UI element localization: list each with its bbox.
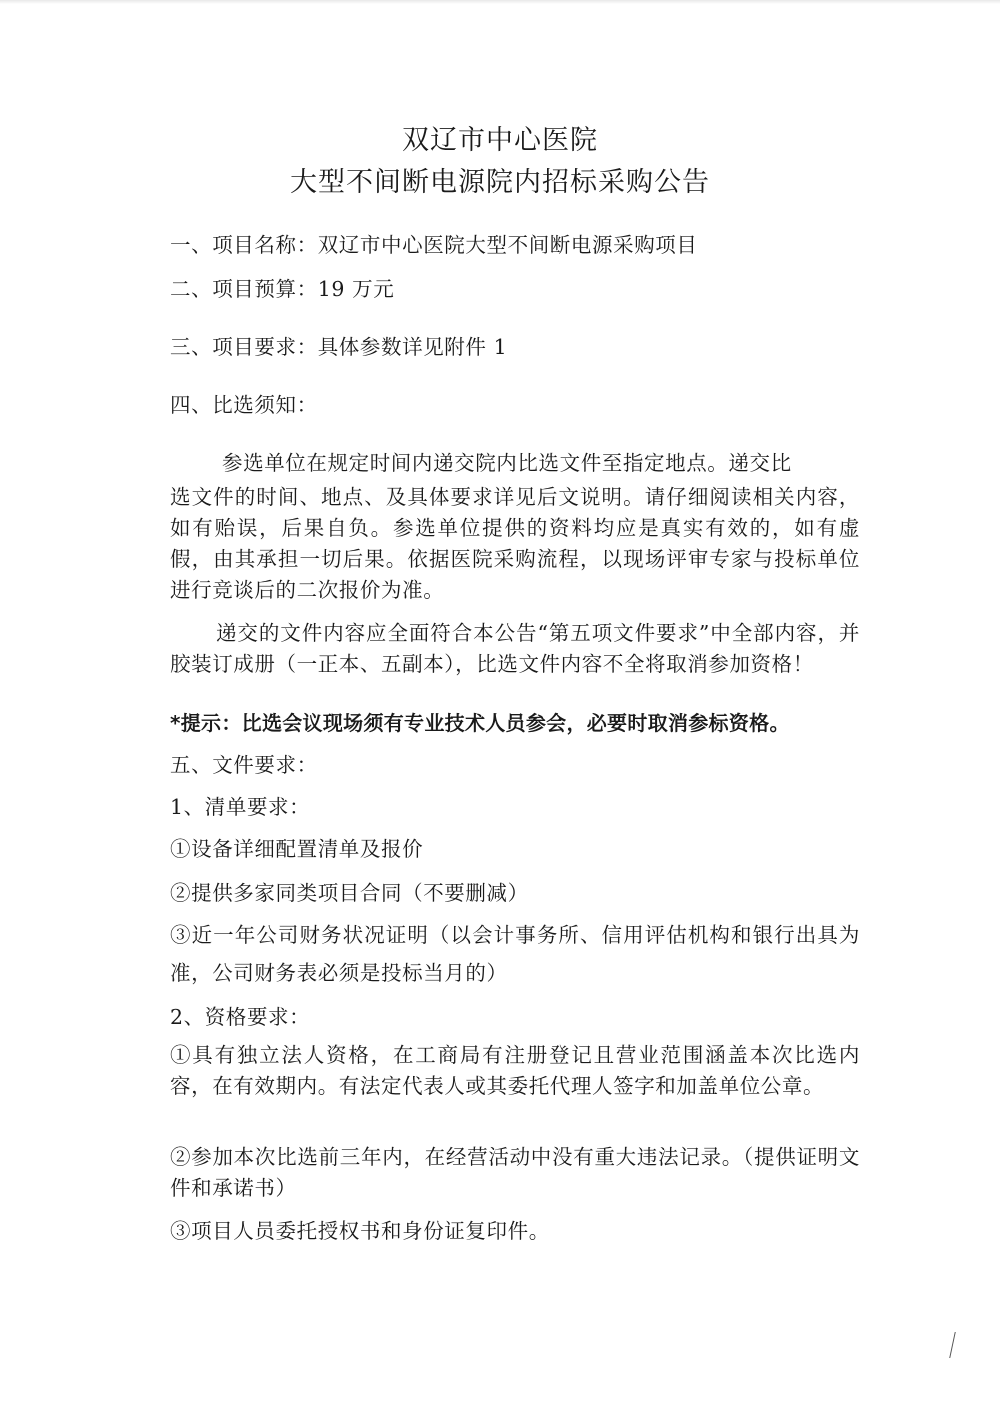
submission-paragraph-text: 递交的文件内容应全面符合本公告“第五项文件要求”中全部内容，并胶装订成册（一正本、五副本），比选文件内容不全将取消参加资格！ xyxy=(170,621,860,676)
qualification-requirement-1-text: ①具有独立法人资格，在工商局有注册登记且营业范围涵盖本次比选内容，在有效期内。有法定代表人或其委托代理人签字和加盖单位公章。 xyxy=(170,1043,860,1098)
item-selection-notice: 四、比选须知： xyxy=(170,393,318,417)
qualification-requirement-2 xyxy=(170,1142,860,1204)
item-project-budget: 二、项目预算：19 万元 xyxy=(170,277,395,301)
list-requirement-3-text: ③近一年公司财务状况证明（以会计事务所、信用评估机构和银行出具为准，公司财务表必须是投标当月的） xyxy=(170,923,860,985)
tip-notice: *提示：比选会议现场须有专业技术人员参会，必要时取消参标资格。 xyxy=(170,711,790,735)
title-hospital: 双辽市中心医院 xyxy=(402,125,598,156)
list-requirement-3 xyxy=(170,916,860,992)
qualification-requirement-1 xyxy=(170,1040,860,1102)
notice-paragraph-first-line: 参选单位在规定时间内递交院内比选文件至指定地点。递交比 xyxy=(222,451,792,475)
submission-paragraph xyxy=(170,618,860,680)
qualification-requirement-3: ③项目人员委托授权书和身份证复印件。 xyxy=(170,1219,550,1243)
item-project-requirements: 三、项目要求：具体参数详见附件 1 xyxy=(170,335,508,359)
pen-mark xyxy=(949,1332,962,1358)
notice-paragraph-text: 选文件的时间、地点、及具体要求详见后文说明。请仔细阅读相关内容，如有贻误，后果自负。参选单位提供的资料均应是真实有效的，如有虚假，由其承担一切后果。依据医院采购流程，以现场评审专家与投标单位进行竞谈后的二次报价为准。 xyxy=(170,485,860,602)
list-requirement-1: ①设备详细配置清单及报价 xyxy=(170,837,424,861)
title-announcement: 大型不间断电源院内招标采购公告 xyxy=(290,167,710,198)
item-document-requirements: 五、文件要求： xyxy=(170,753,318,777)
item-project-name: 一、项目名称：双辽市中心医院大型不间断电源采购项目 xyxy=(170,233,698,257)
notice-paragraph-body xyxy=(170,482,860,606)
qualification-requirement-2-text: ②参加本次比选前三年内，在经营活动中没有重大违法记录。（提供证明文件和承诺书） xyxy=(170,1145,860,1200)
scan-edge xyxy=(0,0,1000,4)
subsection-qualification-requirements: 2、资格要求： xyxy=(170,1005,311,1029)
subsection-list-requirements: 1、清单要求： xyxy=(170,795,311,819)
list-requirement-2: ②提供多家同类项目合同（不要删减） xyxy=(170,881,529,905)
